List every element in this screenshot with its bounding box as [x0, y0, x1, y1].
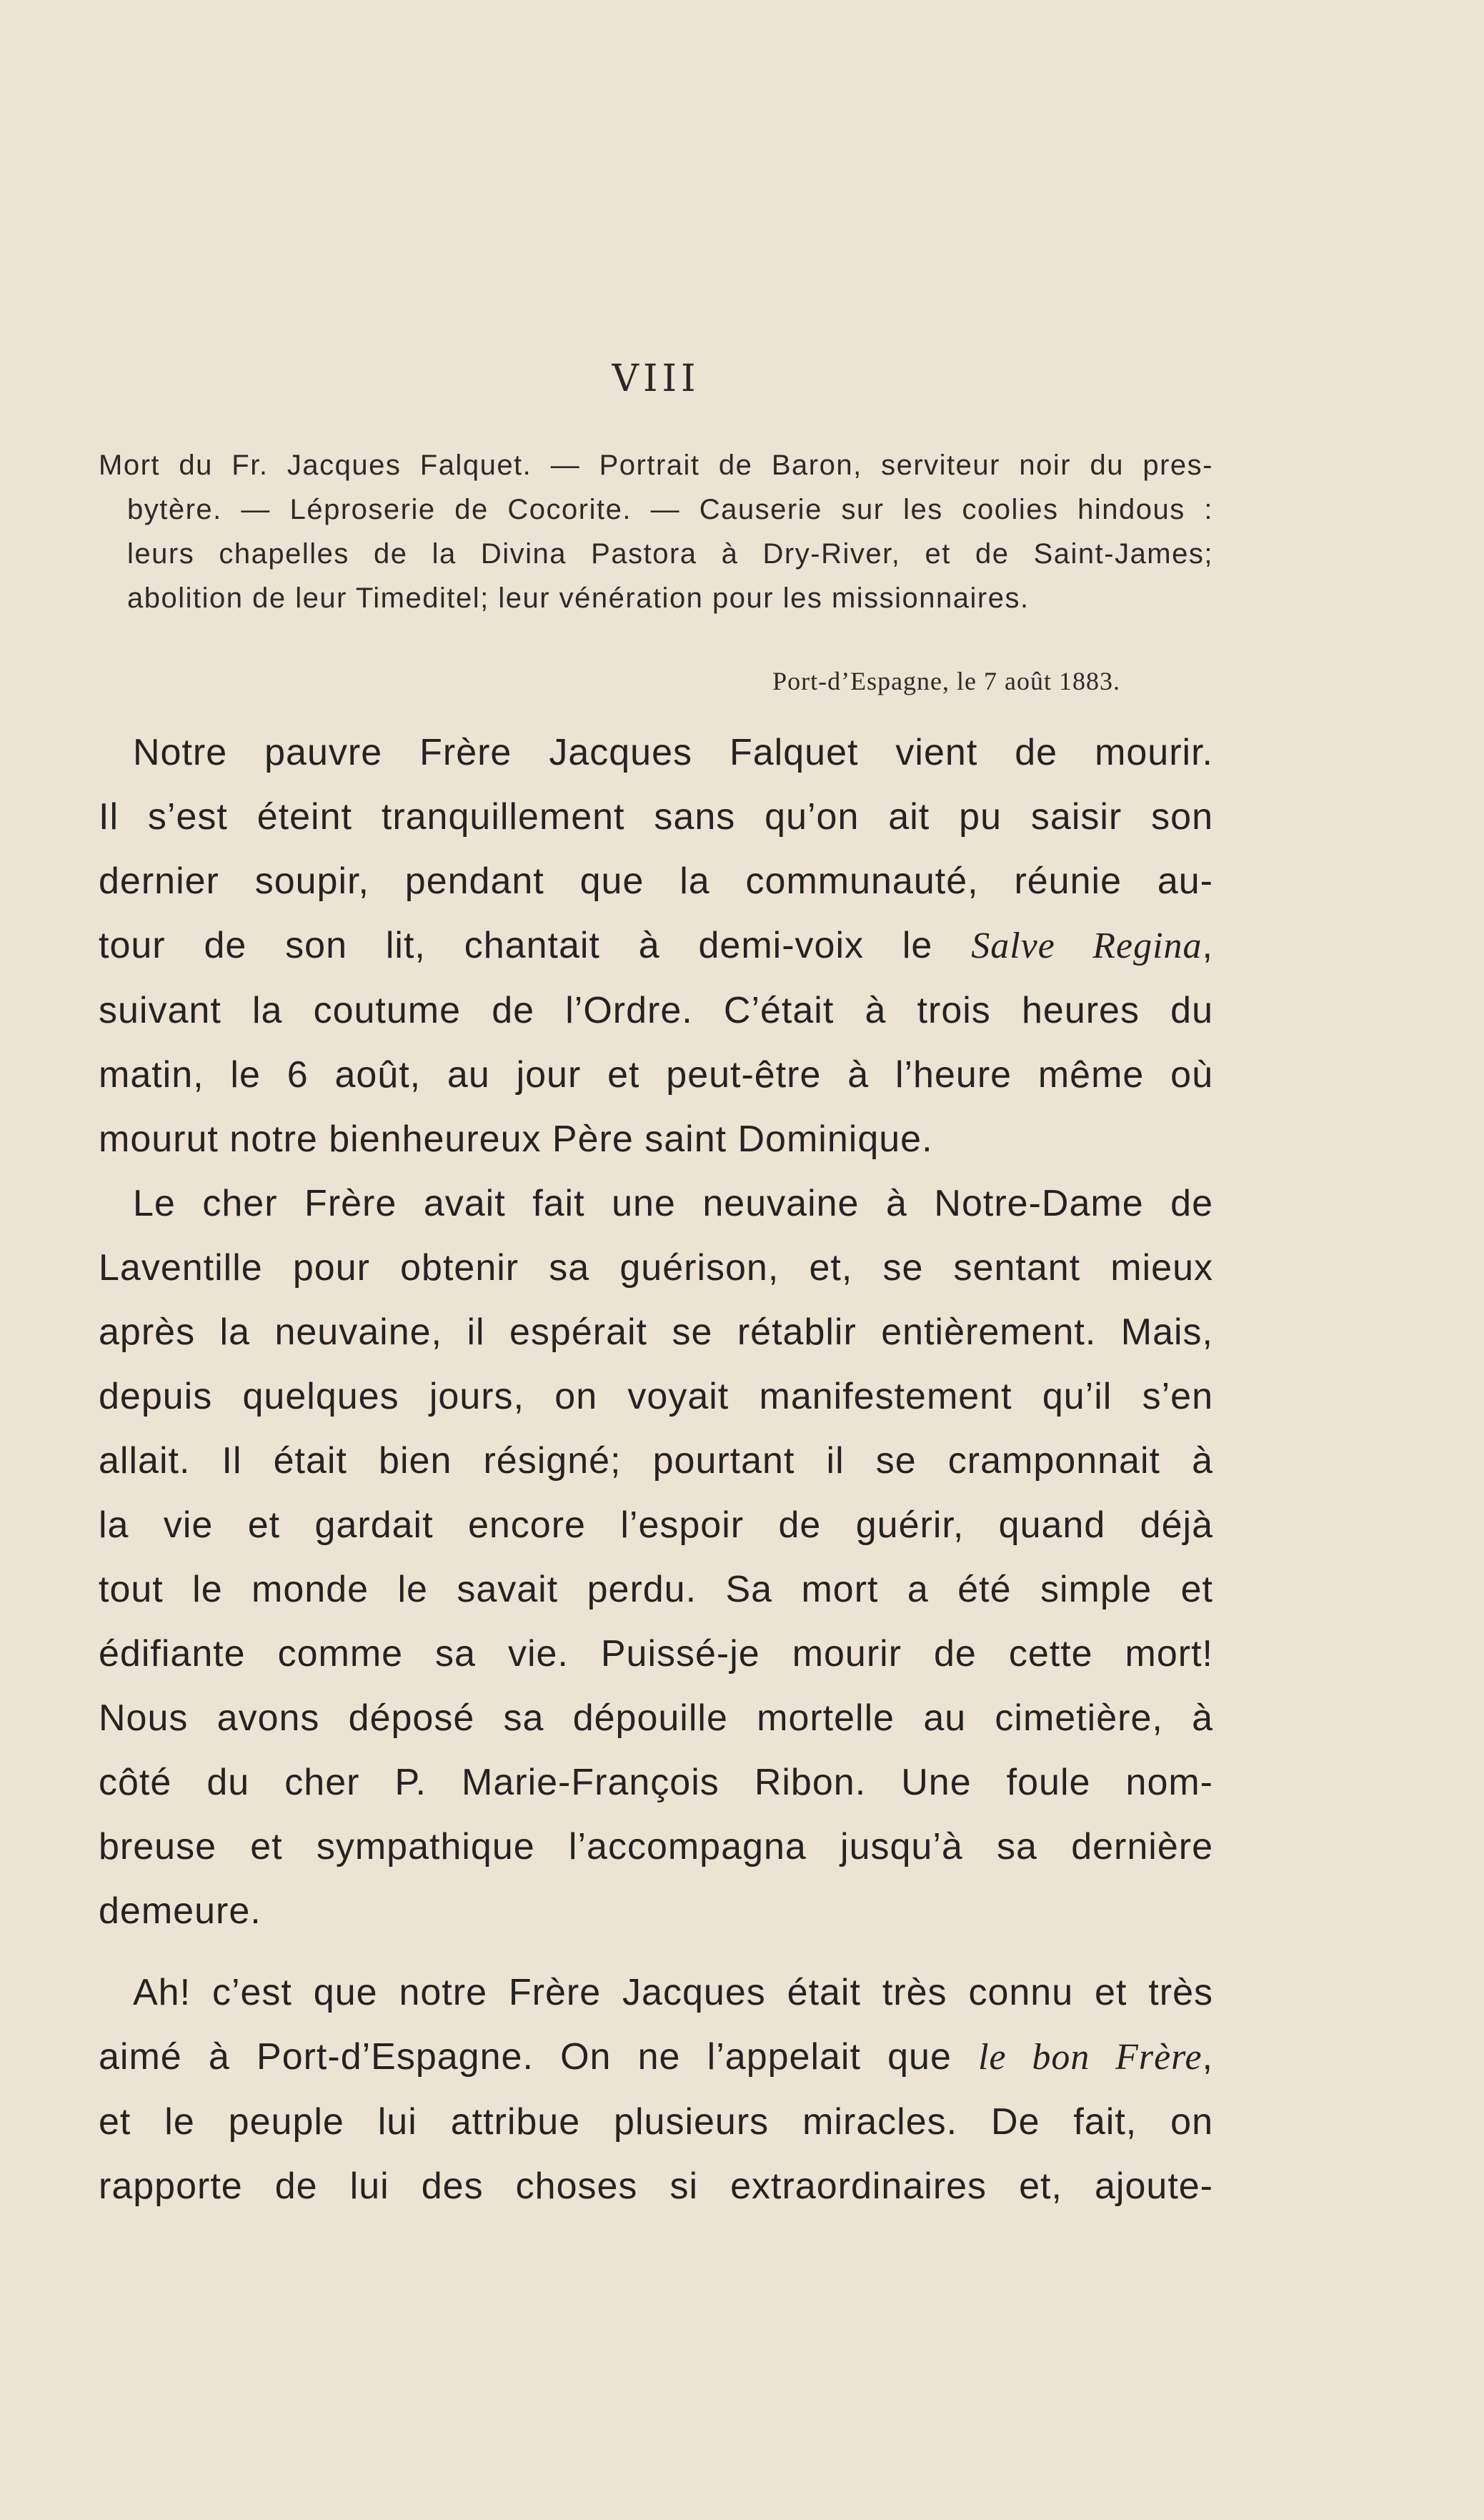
body-line: côté du cher P. Marie-François Ribon. Une foule nom- — [99, 1762, 1213, 1803]
body-line: la vie et gardait encore l’espoir de guérir, quand déjà — [99, 1504, 1213, 1546]
body-line: depuis quelques jours, on voyait manifestement qu’il s’en — [99, 1376, 1213, 1417]
chapter-number: VIII — [612, 357, 700, 400]
body-line-segment: , — [1202, 2036, 1213, 2078]
body-line: allait. Il était bien résigné; pourtant il se cramponnait à — [99, 1440, 1213, 1482]
body-line: Le cher Frère avait fait une neuvaine à Notre-Dame de — [133, 1183, 1213, 1224]
body-line: et le peuple lui attribue plusieurs miracles. De fait, on — [99, 2101, 1213, 2143]
summary-line: leurs chapelles de la Divina Pastora à Dry-River, et de Saint-James; — [127, 538, 1213, 570]
body-text — [99, 720, 1213, 2218]
body-line: suivant la coutume de l’Ordre. C’était à trois heures du — [99, 990, 1213, 1031]
body-line: demeure. — [99, 1890, 262, 1932]
body-line-segment: , — [1202, 925, 1213, 966]
body-line: Nous avons déposé sa dépouille mortelle au cimetière, à — [99, 1697, 1213, 1739]
summary-line: bytère. — Léproserie de Cocorite. — Causerie sur les coolies hindous : — [127, 494, 1213, 525]
body-line-segment: tour de son lit, chantait à demi-voix le — [99, 925, 972, 966]
body-line: tout le monde le savait perdu. Sa mort a été simple et — [99, 1569, 1213, 1610]
body-line: édifiante comme sa vie. Puissé-je mourir de cette mort! — [99, 1633, 1213, 1675]
body-line: matin, le 6 août, au jour et peut-être à l’heure même où — [99, 1054, 1213, 1096]
body-line-segment: aimé à Port-d’Espagne. On ne l’appelait que — [99, 2036, 979, 2078]
body-line: après la neuvaine, il espérait se rétablir entièrement. Mais, — [99, 1311, 1213, 1353]
italic-phrase: le bon Frère — [978, 2037, 1202, 2078]
italic-title: Salve Regina — [971, 926, 1202, 966]
body-line — [99, 913, 1213, 978]
body-line: mourut notre bienheureux Père saint Dominique. — [99, 1118, 933, 1160]
body-line: dernier soupir, pendant que la communauté, réunie au- — [99, 860, 1213, 902]
body-line: breuse et sympathique l’accompagna jusqu’à sa dernière — [99, 1826, 1213, 1867]
chapter-summary — [99, 443, 1213, 620]
body-line: Ah! c’est que notre Frère Jacques était très connu et très — [133, 1972, 1213, 2013]
paragraph-gap — [99, 1943, 1213, 1960]
dateline: Port-d’Espagne, le 7 août 1883. — [772, 667, 1120, 695]
summary-line: abolition de leur Timeditel; leur vénération pour les missionnaires. — [127, 582, 1030, 614]
body-line: Il s’est éteint tranquillement sans qu’on ait pu saisir son — [99, 796, 1213, 838]
summary-line: Mort du Fr. Jacques Falquet. — Portrait de Baron, serviteur noir du pres- — [99, 450, 1213, 481]
body-line — [99, 2025, 1213, 2090]
body-line: rapporte de lui des choses si extraordinaires et, ajoute- — [99, 2166, 1213, 2207]
body-line: Laventille pour obtenir sa guérison, et, se sentant mieux — [99, 1247, 1213, 1289]
body-line: Notre pauvre Frère Jacques Falquet vient de mourir. — [133, 732, 1213, 773]
